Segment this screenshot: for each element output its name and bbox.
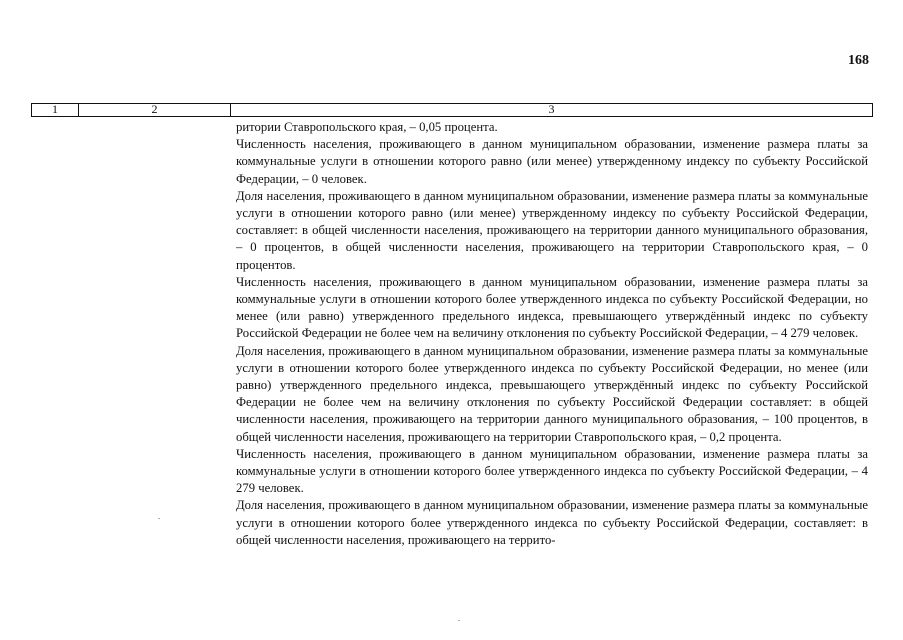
paragraph: ритории Ставропольского края, – 0,05 процента.: [236, 120, 498, 134]
scan-speck: [158, 518, 160, 519]
page-number: 168: [848, 53, 869, 68]
paragraph: Численность населения, проживающего в данном муниципальном образовании, изменение размера платы за коммунальные услуги в отношении которого более утвержденного индекса по субъекту Российской Федерации, но менее (или равно) утвержденного предельного индекса, превышающего утверждённый индекс по субъекту Российской Федерации не более чем на величину отклонения по субъекту Российской Федерации, – 4 279 человек.: [236, 274, 868, 341]
paragraph: Доля населения, проживающего в данном муниципальном образовании, изменение размера платы за коммунальные услуги в отношении которого более утвержденного индекса по субъекту Российской Федерации, составляет: в общей численности населения, проживающего на террито-: [236, 498, 868, 547]
paragraph: Численность населения, проживающего в данном муниципальном образовании, изменение размера платы за коммунальные услуги в отношении которого более утвержденного индекса по субъекту Российской Федерации, – 4 279 человек.: [236, 446, 868, 496]
paragraph: Доля населения, проживающего в данном муниципальном образовании, изменение размера платы за коммунальные услуги в отношении которого равно (или менее) утвержденному индексу по субъекту Российской Федерации, составляет: в общей численности населения, проживающего на территории данного муниципального образования, – 0 процентов, в общей численности населения, проживающего на территории Ставропольского края, – 0 процентов.: [236, 188, 868, 272]
table-header-col-2: 2: [79, 104, 231, 116]
document-body: [236, 119, 868, 549]
scan-speck: [458, 620, 460, 621]
table-header-row: [31, 103, 873, 117]
paragraph: Численность населения, проживающего в данном муниципальном образовании, изменение размера платы за коммунальные услуги в отношении которого равно (или менее) утвержденному индексу по субъекту Российской Федерации, – 0 человек.: [236, 137, 868, 186]
table-header-col-1: 1: [32, 104, 79, 116]
paragraph: Доля населения, проживающего в данном муниципальном образовании, изменение размера платы за коммунальные услуги в отношении которого более утвержденного индекса по субъекту Российской Федерации, но менее (или равно) утвержденного предельного индекса, превышающего утверждённый индекс по субъекту Российской Федерации не более чем на величину отклонения по субъекту Российской Федерации составляет: в общей численности населения, проживающего на территории данного муниципального образования, – 100 процентов, в общей численности населения, проживающего на территории Ставропольского края, – 0,2 процента.: [236, 343, 868, 444]
table-header-col-3: 3: [548, 102, 555, 116]
